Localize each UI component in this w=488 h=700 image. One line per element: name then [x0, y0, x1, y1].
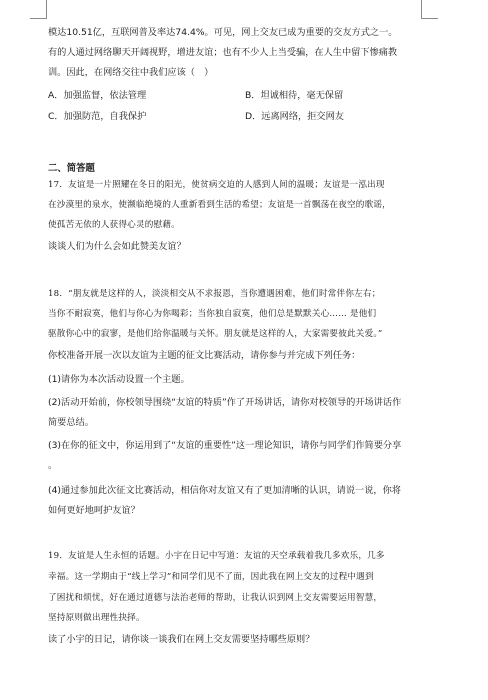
q18-task-4: (4)通过参加此次征文比赛活动，相信你对友谊又有了更加清晰的认识，请说一说，你将	[48, 485, 401, 496]
q17-line: 在沙漠里的泉水，使濒临绝境的人重新看到生活的希望；友谊是一首飘荡在夜空的歌谣，	[48, 200, 391, 210]
q19-line: 了困扰和烦忧，好在通过道德与法治老师的帮助，让我认识到网上交友需要运用智慧，	[48, 593, 383, 603]
crop-mark-left-vertical	[46, 0, 47, 18]
q17-line: 使孤苦无依的人获得心灵的慰藉。	[48, 220, 180, 230]
q18-line: 驱散你心中的寂寥，是他们给你温暖与关怀。朋友就是这样的人，大家需要彼此关爱。”	[48, 329, 383, 339]
q19-line: 幸福。这一学期由于“线上学习”和同学们见不了面，因此我在网上交友的过程中遇到	[48, 572, 374, 582]
option-a: A．加强监督，依法管理	[48, 90, 147, 101]
q17-line: 17．友谊是一片照耀在冬日的阳光，使贫病交迫的人感到人间的温暖；友谊是一泓出现	[48, 180, 385, 190]
q18-line: 当你不耐寂寞，他们与你心为你喝彩；当你独自寂寞，他们总是默默关心…… 是他们	[48, 309, 377, 319]
option-b: B．坦诚相待，毫无保留	[245, 90, 344, 101]
q19-line: 坚持原则做出理性抉择。	[48, 613, 145, 623]
q18-task-4-cont: 如何更好地呵护友谊？	[48, 505, 140, 516]
q18-task-3-cont: 。	[48, 460, 58, 471]
q19-prompt: 读了小宇的日记，请你谈一谈我们在网上交友需要坚持哪些原则？	[48, 634, 315, 645]
crop-mark-left-horizontal	[30, 18, 47, 19]
q18-line: 你校准备开展一次以友谊为主题的征文比赛活动，请你参与并完成下列任务：	[48, 350, 361, 361]
q18-task-2-cont: 简要总结。	[48, 417, 94, 428]
q18-line: 18．“朋友就是这样的人，淡淡相交从不求报恩，当你遭遇困难，他们时常伴你左右；	[48, 289, 381, 299]
option-c: C．加强防范，自我保护	[48, 111, 147, 122]
crop-mark-right-horizontal	[421, 18, 438, 19]
section-heading: 二、简答题	[48, 163, 95, 174]
crop-mark-right-vertical	[421, 0, 422, 18]
paragraph-line: 训。因此，在网络交往中我们应该（ ）	[48, 67, 214, 78]
paragraph-line: 有的人通过网络聊天开阔视野，增进友谊；也有不少人上当受骗，在人生中留下惨痛教	[48, 47, 398, 58]
paragraph-line: 模达10.51亿，互联网普及率达74.4%。可见，网上交友已成为重要的交友方式之一。	[48, 27, 398, 38]
q18-task-1: (1)请你为本次活动设置一个主题。	[48, 374, 190, 385]
q18-task-2: (2)活动开始前，你校领导围绕“友谊的特质”作了开场讲话，请你对校领导的开场讲话作	[48, 397, 402, 408]
q17-prompt: 谈谈人们为什么会如此赞美友谊？	[48, 241, 186, 252]
q19-line: 19．友谊是人生永恒的话题。小宇在日记中写道：友谊的天空承载着我几多欢乐，几多	[48, 551, 385, 561]
q18-task-3: (3)在你的征文中，你运用到了“友谊的重要性”这一理论知识，请你与同学们作简要分享	[48, 440, 402, 451]
option-d: D．远离网络，拒交网友	[245, 111, 344, 122]
